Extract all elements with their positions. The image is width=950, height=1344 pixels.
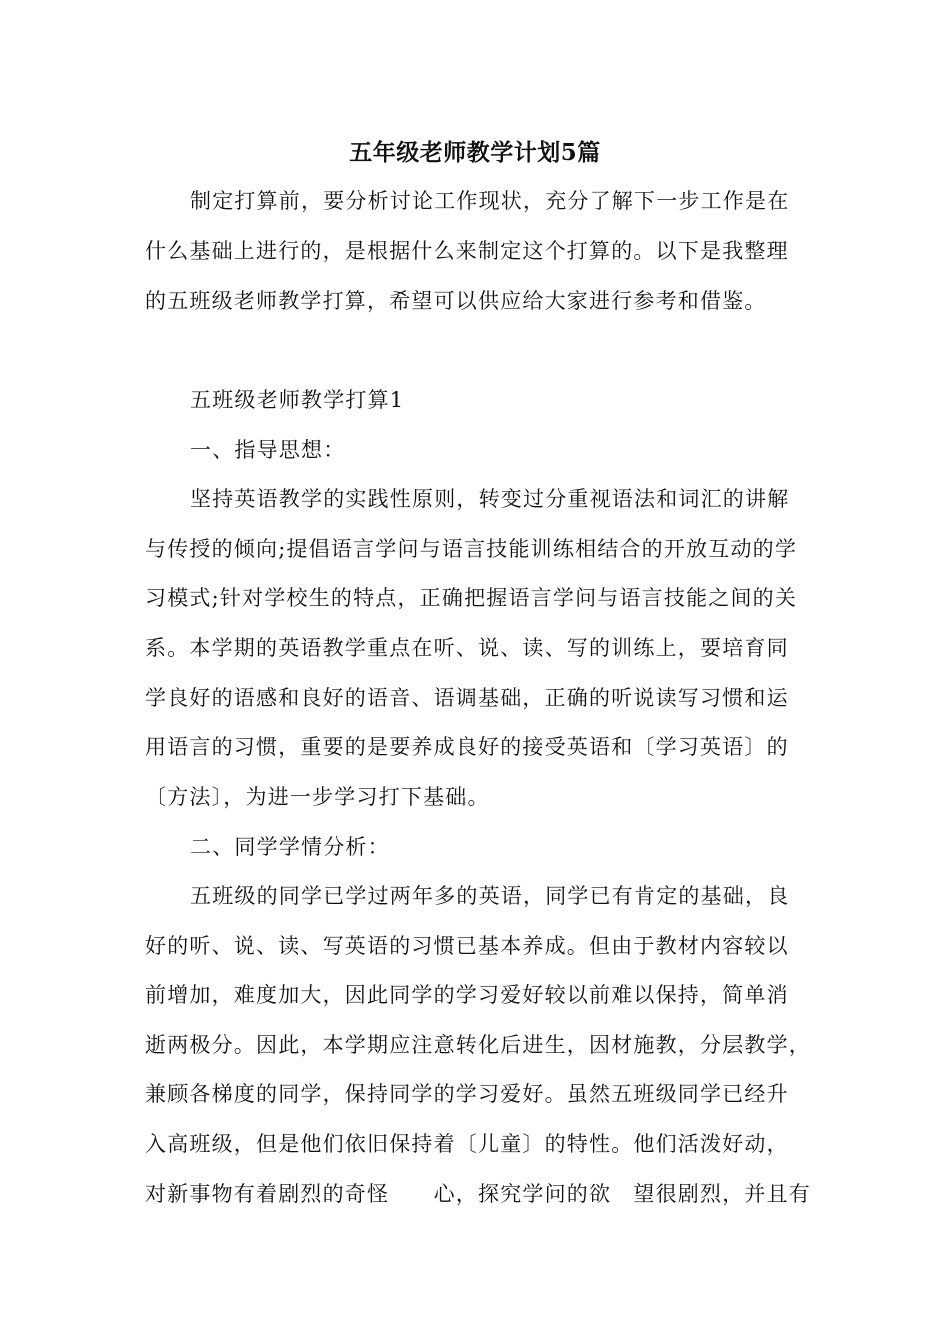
part2-heading: 二、同学学情分析： (190, 835, 390, 859)
part1-line: 用语言的习惯，重要的是要养成良好的接受英语和〔学习英语〕的 (145, 735, 789, 759)
part2-line: 入高班级，但是他们依旧保持着〔儿童〕的特性。他们活泼好动， (145, 1132, 789, 1156)
intro-line: 的五班级老师教学打算，希望可以供应给大家进行参考和借鉴。 (145, 289, 767, 313)
part2-line: 好的听、说、读、写英语的习惯已基本养成。但由于教材内容较以 (145, 934, 789, 958)
part1-line: 学良好的语感和良好的语音、语调基础，正确的听说读写习惯和运 (145, 686, 789, 710)
intro-line: 制定打算前，要分析讨论工作现状，充分了解下一步工作是在 (190, 189, 790, 213)
part2-line: 对新事物有着剧烈的奇怪 心，探究学问的欲 望很剧烈，并且有 (145, 1182, 811, 1206)
part1-line: 〔方法〕，为进一步学习打下基础。 (145, 785, 490, 809)
page-title: 五年级老师教学计划5篇 (349, 139, 601, 166)
part1-heading: 一、指导思想： (190, 438, 346, 462)
part1-line: 坚持英语教学的实践性原则，转变过分重视语法和词汇的讲解 (190, 487, 790, 511)
section-heading: 五班级老师教学打算1 (190, 388, 405, 412)
part2-line: 逝两极分。因此，本学期应注意转化后进生，因材施教，分层教学， (145, 1033, 811, 1057)
part1-line: 与传授的倾向;提倡语言学问与语言技能训练相结合的开放互动的学 (145, 537, 798, 561)
part2-line: 兼顾各梯度的同学，保持同学的学习爱好。虽然五班级同学已经升 (145, 1082, 789, 1106)
intro-line: 什么基础上进行的，是根据什么来制定这个打算的。以下是我整理 (145, 239, 789, 263)
part1-line: 系。本学期的英语教学重点在听、说、读、写的训练上，要培育同 (145, 636, 789, 660)
part2-line: 前增加，难度加大，因此同学的学习爱好较以前难以保持，简单消 (145, 983, 789, 1007)
part2-line: 五班级的同学已学过两年多的英语，同学已有肯定的基础，良 (190, 884, 790, 908)
part1-line: 习模式;针对学校生的特点，正确把握语言学问与语言技能之间的关 (145, 586, 798, 610)
